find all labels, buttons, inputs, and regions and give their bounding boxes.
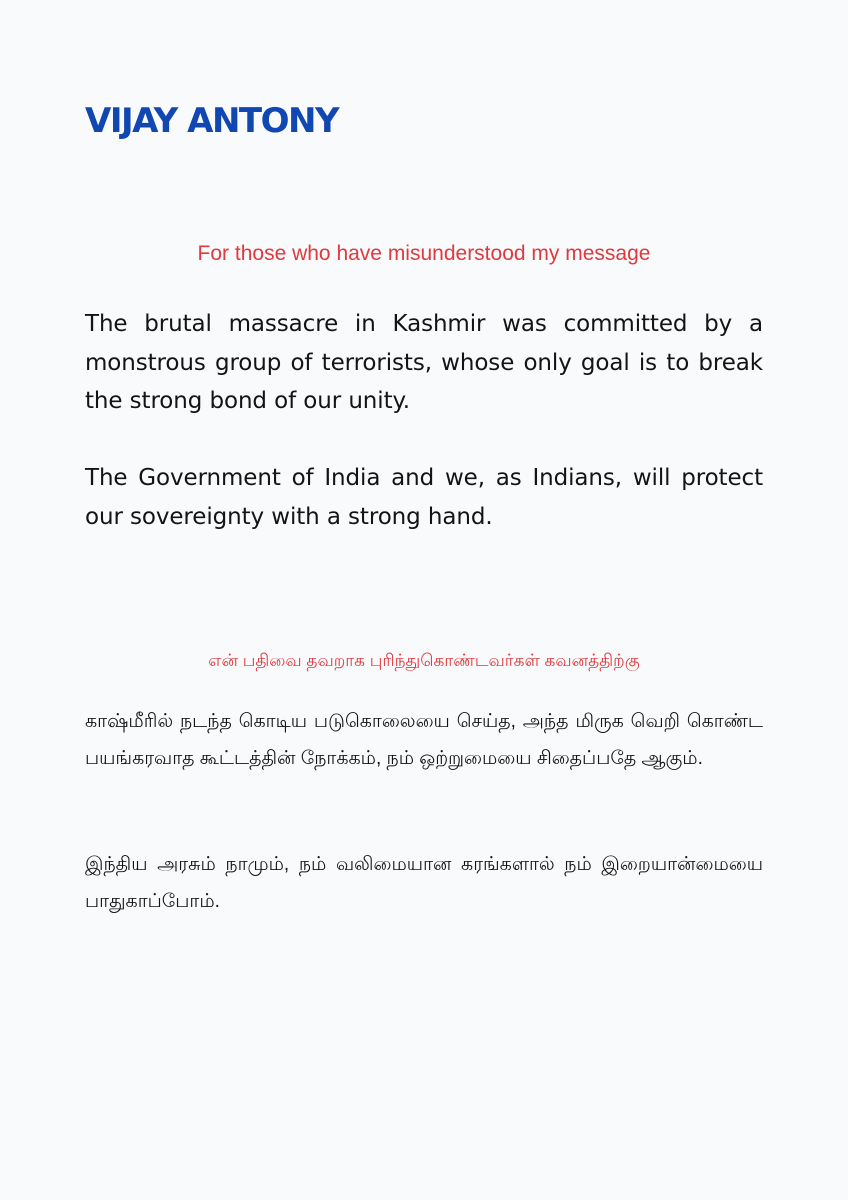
english-heading: For those who have misunderstood my message (197, 242, 651, 265)
english-paragraph-2: The Government of India and we, as Indians, will protect our sovereignty with a strong hand. (85, 465, 763, 530)
author-title: VIJAY ANTONY (85, 101, 339, 141)
english-paragraph-1: The brutal massacre in Kashmir was committed by a monstrous group of terrorists, whose only goal is to break the strong bond of our unity. (85, 311, 763, 414)
tamil-paragraph-1: காஷ்மீரில் நடந்த கொடிய படுகொலையை செய்த, அந்த மிருக வெறி கொண்ட பயங்கரவாத கூட்டத்தின் நோக்கம், நம் ஒற்றுமையை சிதைப்பதே ஆகும். (85, 711, 763, 769)
tamil-heading: என் பதிவை தவறாக புரிந்துகொண்டவர்கள் கவனத்திற்கு (208, 651, 640, 670)
tamil-paragraph-2: இந்திய அரசும் நாமும், நம் வலிமையான கரங்களால் நம் இறையான்மையை பாதுகாப்போம். (85, 854, 763, 912)
